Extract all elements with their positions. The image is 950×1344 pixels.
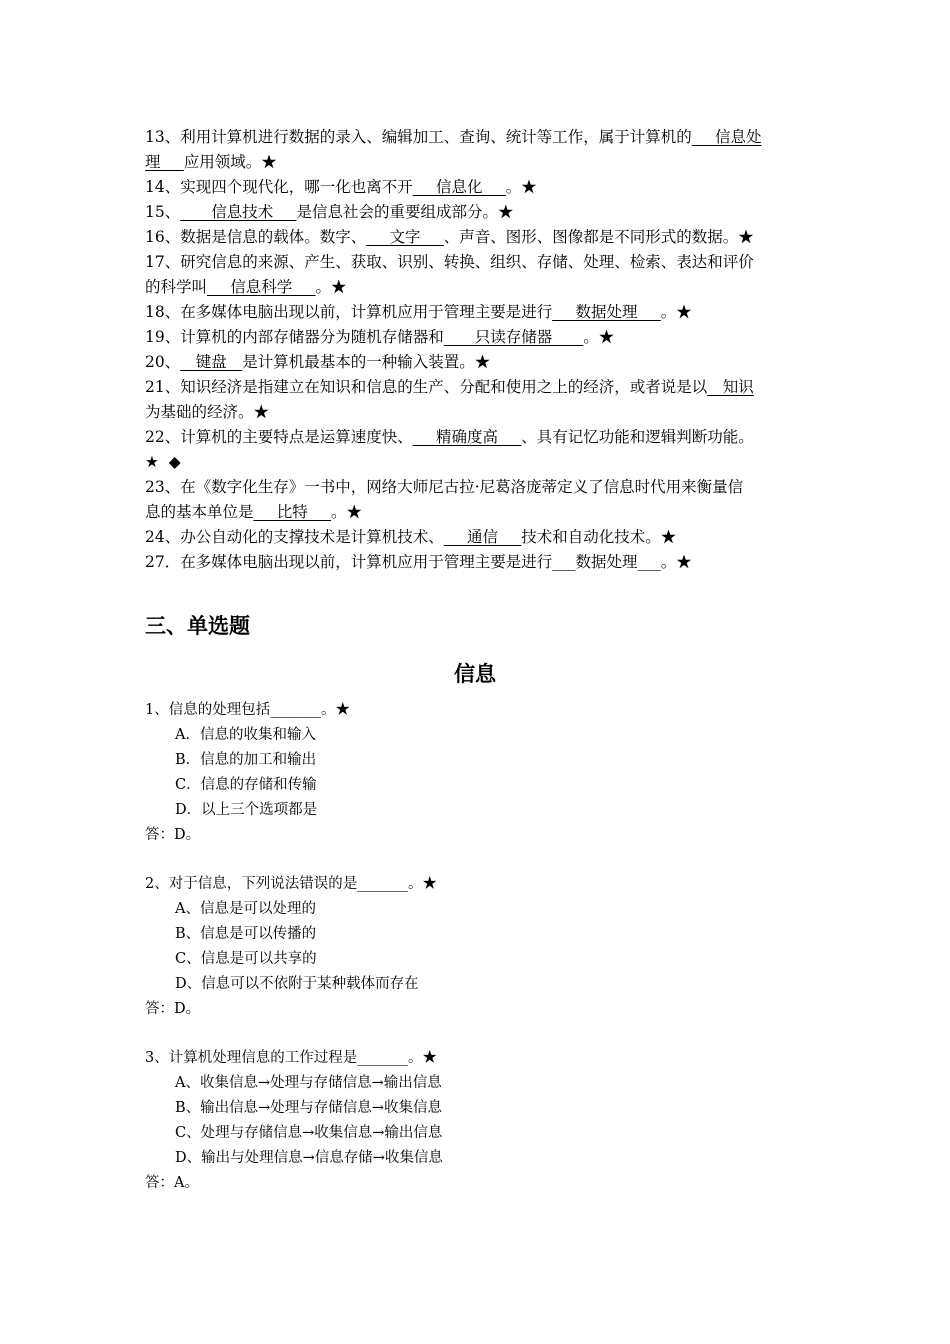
fill-line (145, 525, 810, 550)
fill-text: 。★ (315, 278, 347, 296)
answer-text: 答：D。 (145, 1001, 201, 1017)
section-title: 三、单选题 (145, 614, 250, 638)
option-b: B．信息的加工和输出 (175, 752, 317, 768)
fill-answer: ___文字___ (366, 228, 444, 246)
fill-text: 27．在多媒体电脑出现以前，计算机应用于管理主要是进行___数据处理___。★ (145, 553, 692, 571)
fill-line (145, 425, 810, 450)
fill-line (145, 300, 810, 325)
fill-text: 21、知识经济是指建立在知识和信息的生产、分配和使用之上的经济，或者说是以 (145, 378, 708, 396)
fill-text: 是计算机最基本的一种输入装置。★ (242, 353, 491, 371)
option-d: D、输出与处理信息→信息存储→收集信息 (175, 1150, 443, 1166)
fill-line (145, 375, 810, 400)
answer-text: 答：A。 (145, 1175, 199, 1191)
fill-answer: __键盘__ (180, 353, 243, 371)
option-a: A、收集信息→处理与存储信息→输出信息 (175, 1075, 442, 1091)
option-d: D．以上三个选项都是 (175, 802, 318, 818)
fill-line (145, 500, 810, 525)
fill-line (145, 125, 810, 150)
fill-answer: ___信息科学___ (207, 278, 316, 296)
fill-answer: ___通信___ (443, 528, 522, 546)
fill-answer: __知识 (707, 378, 754, 396)
question-3 (145, 1046, 810, 1196)
question-2 (145, 872, 810, 1022)
option-a: A、信息是可以处理的 (175, 901, 316, 917)
option-c: C、信息是可以共享的 (175, 951, 317, 967)
fill-line (145, 550, 810, 575)
fill-line (145, 400, 810, 425)
fill-text: 23、在《数字化生存》一书中，网络大师尼古拉·尼葛洛庞蒂定义了信息时代用来衡量信 (145, 478, 744, 496)
fill-text: ★ ◆ (145, 453, 181, 471)
subtitle: 信息 (454, 662, 496, 686)
fill-text: 的科学叫 (145, 278, 208, 296)
fill-text: 息的基本单位是 (145, 503, 254, 521)
fill-text: 15、 (145, 203, 181, 221)
question-1 (145, 698, 810, 848)
fill-text: 22、计算机的主要特点是运算速度快、 (145, 428, 413, 446)
question-stem: 3、计算机处理信息的工作过程是_______。★ (145, 1050, 437, 1066)
fill-text: 。★ (505, 178, 537, 196)
fill-text: 。★ (583, 328, 615, 346)
fill-text: 17、研究信息的来源、产生、获取、识别、转换、组织、存储、处理、检索、表达和评价 (145, 253, 754, 271)
fill-text: 。★ (660, 303, 692, 321)
fill-answer: ___信息处 (691, 128, 762, 146)
fill-answer: 理___ (145, 153, 184, 171)
question-stem: 1、信息的处理包括_______。★ (145, 702, 350, 718)
fill-line (145, 175, 810, 200)
fill-text: 20、 (145, 353, 181, 371)
fill-text: 应用领域。★ (183, 153, 277, 171)
option-c: C、处理与存储信息→收集信息→输出信息 (175, 1125, 443, 1141)
fill-line (145, 150, 810, 175)
fill-text: 13、利用计算机进行数据的录入、编辑加工、查询、统计等工作，属于计算机的 (145, 128, 692, 146)
option-c: C．信息的存储和传输 (175, 777, 317, 793)
fill-line (145, 450, 810, 475)
fill-text: 为基础的经济。★ (145, 403, 270, 421)
option-a: A．信息的收集和输入 (175, 727, 316, 743)
fill-line (145, 350, 810, 375)
fill-text: 、声音、图形、图像都是不同形式的数据。★ (443, 228, 754, 246)
fill-line (145, 225, 810, 250)
fill-answer: ___信息化___ (412, 178, 506, 196)
fill-text: 。★ (331, 503, 363, 521)
fill-answer: ___数据处理___ (552, 303, 661, 321)
fill-text: 16、数据是信息的载体。数字、 (145, 228, 367, 246)
fill-line (145, 475, 810, 500)
fill-text: 24、办公自动化的支撑技术是计算机技术、 (145, 528, 444, 546)
option-b: B、信息是可以传播的 (175, 926, 317, 942)
fill-line (145, 250, 810, 275)
fill-answer: ___比特___ (253, 503, 332, 521)
fill-line (145, 325, 810, 350)
answer-text: 答：D。 (145, 827, 201, 843)
fill-text: 19、计算机的内部存储器分为随机存储器和 (145, 328, 444, 346)
fill-in-section (145, 125, 810, 575)
fill-text: 14、实现四个现代化，哪一化也离不开 (145, 178, 413, 196)
fill-answer: ___精确度高___ (412, 428, 522, 446)
fill-text: 、具有记忆功能和逻辑判断功能。 (521, 428, 754, 446)
fill-text: 18、在多媒体电脑出现以前，计算机应用于管理主要是进行 (145, 303, 553, 321)
option-d: D、信息可以不依附于某种载体而存在 (175, 976, 419, 992)
fill-line (145, 200, 810, 225)
fill-text: 是信息社会的重要组成部分。★ (296, 203, 514, 221)
fill-answer: ____只读存储器____ (443, 328, 584, 346)
fill-text: 技术和自动化技术。★ (521, 528, 677, 546)
fill-line (145, 275, 810, 300)
option-b: B、输出信息→处理与存储信息→收集信息 (175, 1100, 442, 1116)
fill-answer: ____信息技术___ (180, 203, 297, 221)
question-stem: 2、对于信息，下列说法错误的是_______。★ (145, 876, 437, 892)
